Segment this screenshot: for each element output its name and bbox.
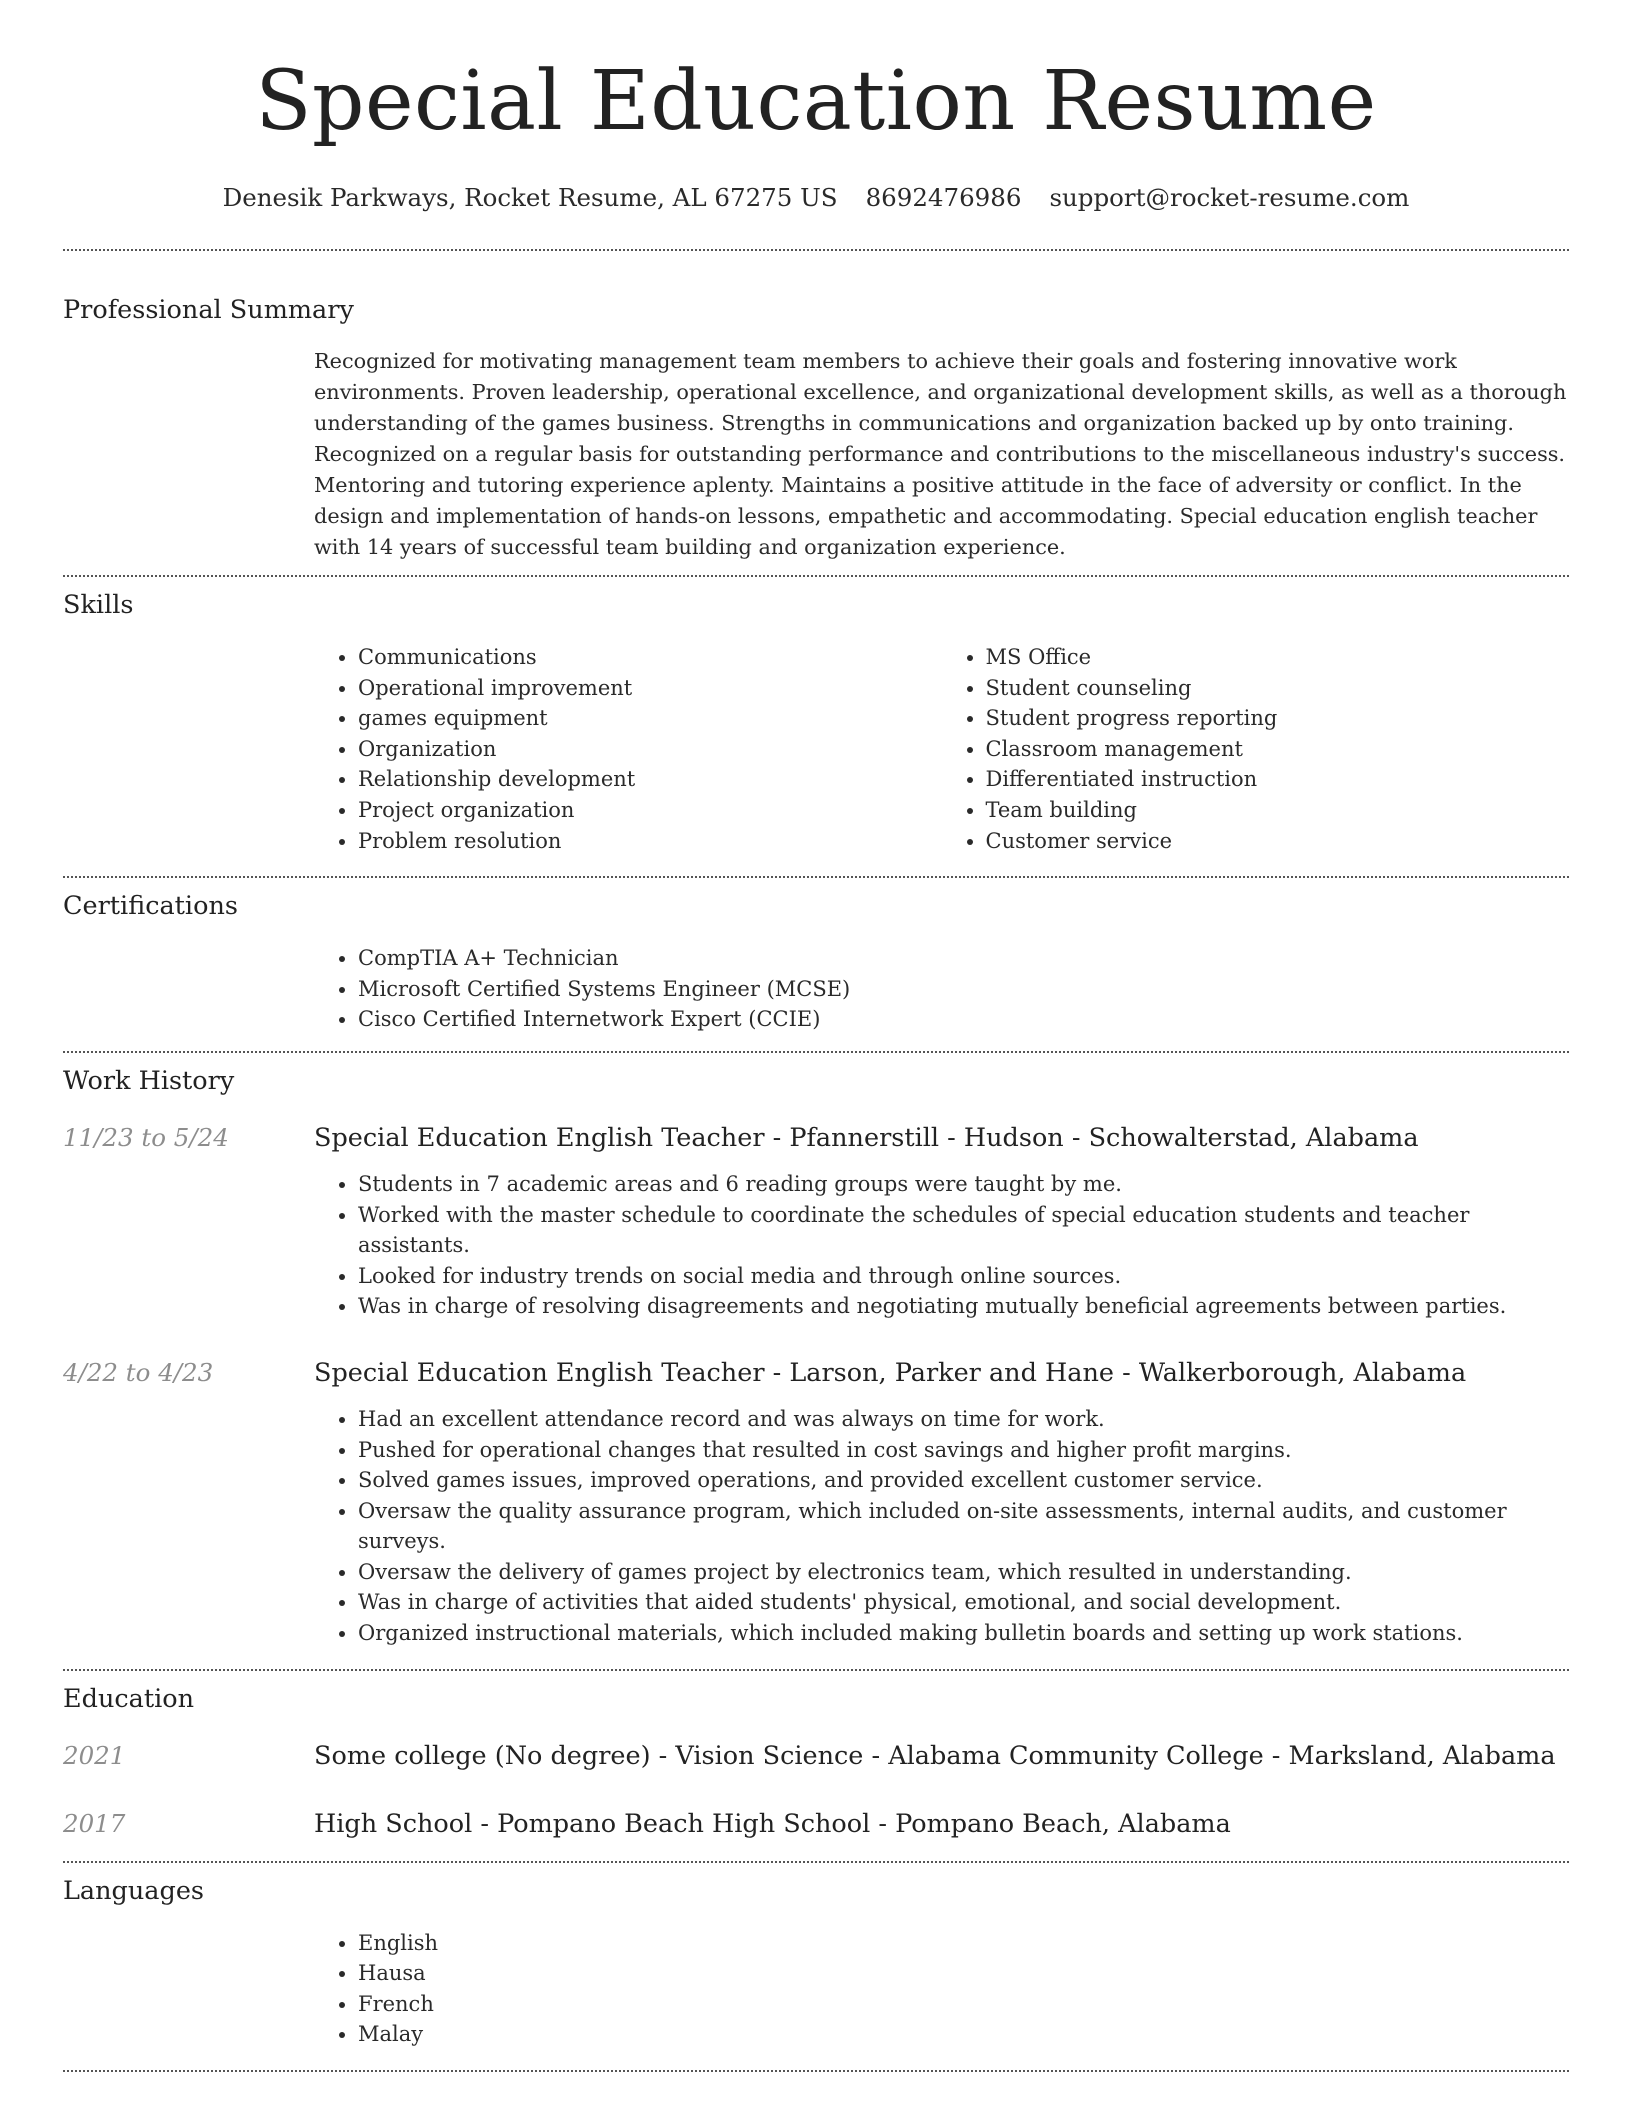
contact-phone: 8692476986 (865, 183, 1022, 212)
skill-item: • Project organization (358, 795, 942, 826)
education-entry (63, 1807, 1569, 1841)
job-dates: 11/23 to 5/24 (63, 1122, 229, 1152)
skill-item: • Operational improvement (358, 673, 942, 704)
certification-item: • CompTIA A+ Technician (358, 943, 1569, 974)
section-heading-skills: Skills (63, 590, 134, 620)
skill-item: • games equipment (358, 703, 942, 734)
education-entry (63, 1739, 1569, 1773)
certification-item: • Cisco Certified Internetwork Expert (CCIE) (358, 1004, 1569, 1035)
language-item: • Malay (358, 2019, 1569, 2050)
education-section (63, 1671, 1569, 1841)
job-entry (63, 1356, 1569, 1390)
skill-item: • MS Office (986, 642, 1570, 673)
education-year: 2021 (63, 1740, 126, 1770)
languages-section (63, 1863, 1569, 2050)
job-title: Special Education English Teacher - Larson, Parker and Hane - Walkerborough, Alabama (314, 1357, 1467, 1388)
skill-item: • Student counseling (986, 673, 1570, 704)
work-section (63, 1053, 1569, 1649)
education-year: 2017 (63, 1808, 126, 1838)
skills-section (63, 577, 1569, 856)
skill-item: • Organization (358, 734, 942, 765)
job-bullet: • Oversaw the delivery of games project by electronics team, which resulted in understanding. (358, 1557, 1569, 1588)
job-bullet: • Organized instructional materials, which included making bulletin boards and setting up work stations. (358, 1618, 1569, 1649)
skills-list-right (942, 642, 1570, 856)
section-heading-certifications: Certifications (63, 891, 238, 922)
skill-item: • Communications (358, 642, 942, 673)
job-bullets (314, 1404, 1569, 1649)
section-heading-summary: Professional Summary (63, 295, 354, 325)
job-bullets (314, 1169, 1569, 1322)
skill-item: • Team building (986, 795, 1570, 826)
skills-list-left (314, 642, 942, 856)
job-bullet: • Had an excellent attendance record and was always on time for work. (358, 1404, 1569, 1435)
language-item: • English (358, 1928, 1569, 1959)
skill-item: • Student progress reporting (986, 703, 1570, 734)
job-bullet: • Students in 7 academic areas and 6 reading groups were taught by me. (358, 1169, 1569, 1200)
job-bullet: • Looked for industry trends on social media and through online sources. (358, 1261, 1569, 1292)
job-bullet: • Was in charge of activities that aided students' physical, emotional, and social development. (358, 1587, 1569, 1618)
divider (63, 2070, 1569, 2072)
skill-item: • Problem resolution (358, 826, 942, 857)
job-bullet: • Solved games issues, improved operations, and provided excellent customer service. (358, 1465, 1569, 1496)
job-bullet: • Oversaw the quality assurance program, which included on-site assessments, internal audits, and customer surveys. (358, 1496, 1569, 1557)
summary-text: Recognized for motivating management team members to achieve their goals and fostering innovative work environments. Proven leadership, operational excellence, and organizational development skills, as well as a thorough understanding of the games business. Strengths in communications and organization backed up by onto training. Recognized on a regular basis for outstanding performance and contributions to the miscellaneous industry's success. Mentoring and tutoring experience aplenty. Maintains a positive attitude in the face of adversity or conflict. In the design and implementation of hands-on lessons, empathetic and accommodating. Special education english teacher with 14 years of successful team building and organization experience. (314, 349, 1567, 559)
summary-section (63, 251, 1569, 563)
job-title: Special Education English Teacher - Pfannerstill - Hudson - Schowalterstad, Alabama (314, 1122, 1419, 1153)
education-title: Some college (No degree) - Vision Science - Alabama Community College - Marksland, Alabama (314, 1740, 1556, 1771)
section-heading-work: Work History (63, 1065, 235, 1096)
skill-item: • Classroom management (986, 734, 1570, 765)
language-item: • French (358, 1989, 1569, 2020)
education-title: High School - Pompano Beach High School - Pompano Beach, Alabama (314, 1808, 1231, 1839)
job-bullet: • Worked with the master schedule to coordinate the schedules of special education students and teacher assistants. (358, 1200, 1569, 1261)
contact-address: Denesik Parkways, Rocket Resume, AL 67275 US (222, 183, 838, 212)
section-heading-education: Education (63, 1683, 195, 1714)
job-bullet: • Was in charge of resolving disagreements and negotiating mutually beneficial agreements between parties. (358, 1291, 1569, 1322)
certifications-list (314, 943, 1569, 1035)
section-heading-languages: Languages (63, 1875, 205, 1906)
skill-item: • Customer service (986, 826, 1570, 857)
certification-item: • Microsoft Certified Systems Engineer (MCSE) (358, 974, 1569, 1005)
languages-list (314, 1928, 1569, 2050)
skill-item: • Differentiated instruction (986, 764, 1570, 795)
skill-item: • Relationship development (358, 764, 942, 795)
contact-email: support@rocket-resume.com (1049, 183, 1410, 212)
job-bullet: • Pushed for operational changes that resulted in cost savings and higher profit margins. (358, 1435, 1569, 1466)
job-entry (63, 1121, 1569, 1155)
language-item: • Hausa (358, 1958, 1569, 1989)
certifications-section (63, 878, 1569, 1035)
job-dates: 4/22 to 4/23 (63, 1357, 214, 1387)
resume-title: Special Education Resume (255, 54, 1377, 149)
contact-line (63, 182, 1569, 214)
